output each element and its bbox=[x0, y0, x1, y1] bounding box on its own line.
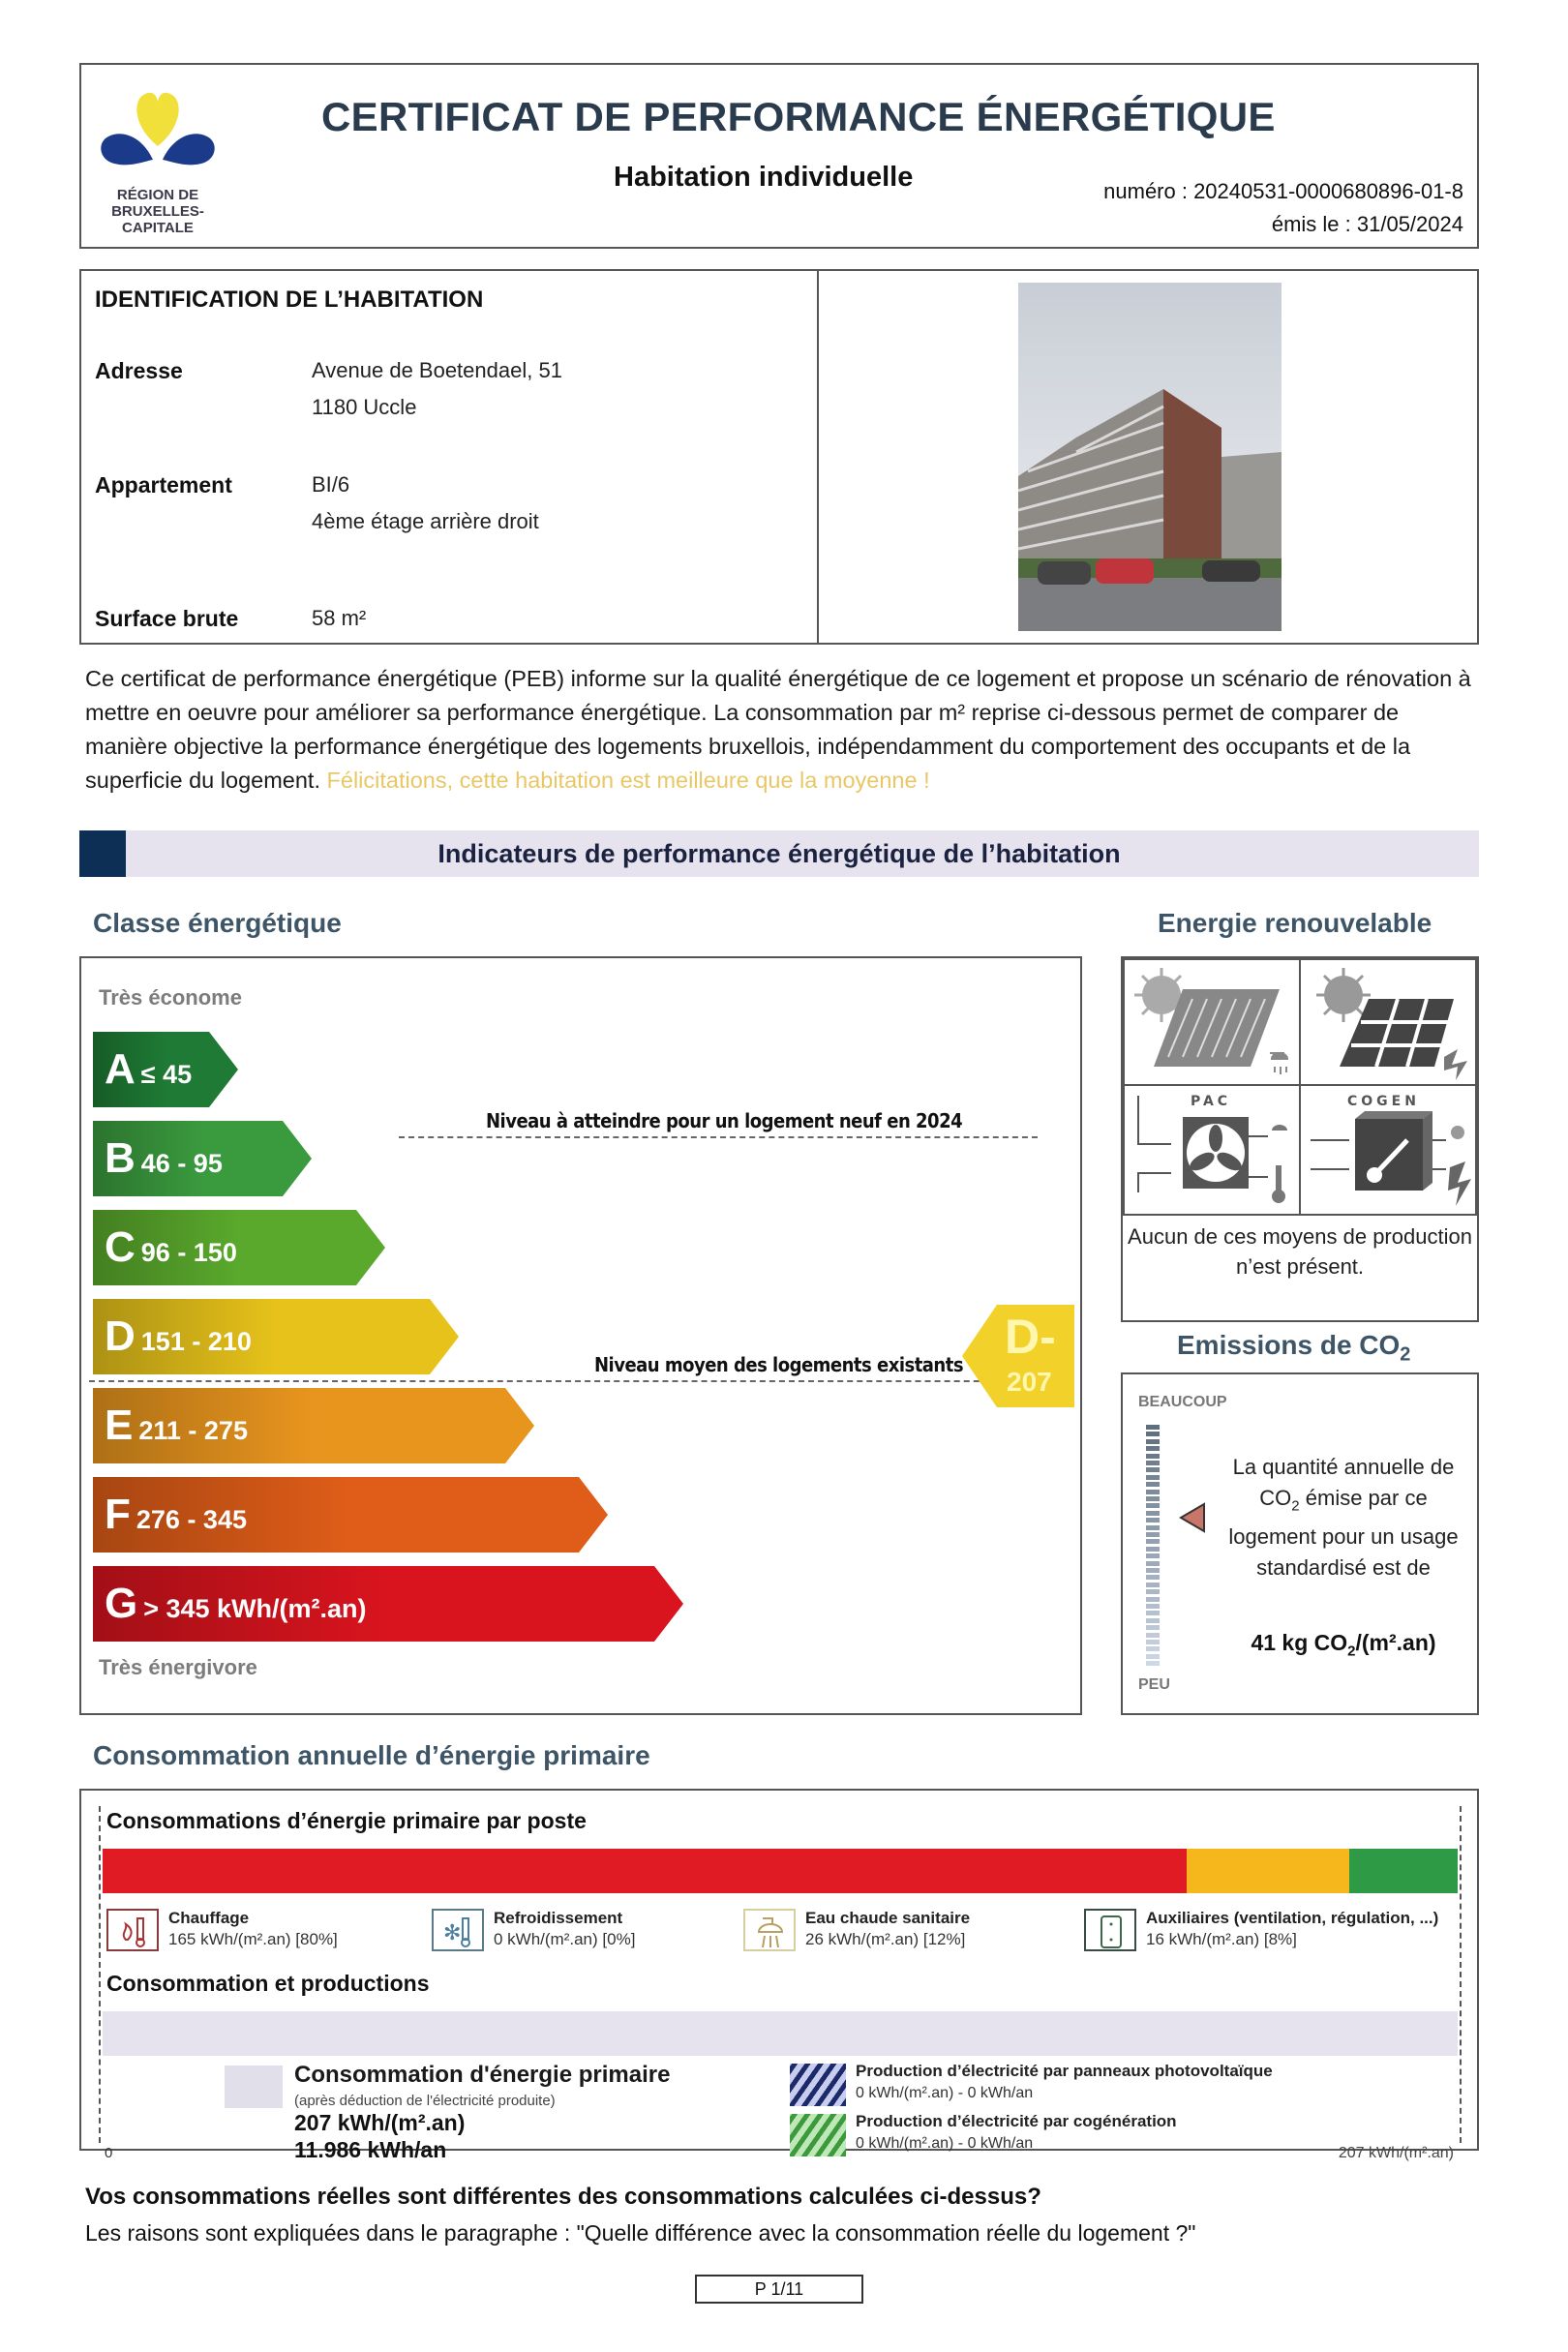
heat-pump-cell bbox=[1123, 1084, 1301, 1216]
cogeneration-icon bbox=[1301, 1086, 1475, 1214]
primary-consumption-per-m2: 207 kWh/(m².an) bbox=[294, 2110, 466, 2135]
co2-text-end: émise par ce logement pour un usage standardisé est de bbox=[1228, 1486, 1459, 1581]
average-level-line bbox=[89, 1380, 1038, 1382]
co2-scale-segment bbox=[1146, 1597, 1160, 1602]
co2-scale-segment bbox=[1146, 1490, 1160, 1494]
page-number: P 1/11 bbox=[695, 2275, 863, 2304]
energy-class-label bbox=[105, 1572, 367, 1641]
consumption-legend-value: 26 kWh/(m².an) [12%] bbox=[805, 1930, 966, 1948]
svg-text:PAC: PAC bbox=[1191, 1094, 1232, 1109]
identification-divider bbox=[817, 271, 819, 643]
co2-scale-segment bbox=[1146, 1561, 1160, 1566]
energy-class-f bbox=[93, 1477, 608, 1553]
co2-scale-segment bbox=[1146, 1640, 1160, 1644]
energy-class-a bbox=[93, 1032, 238, 1107]
co2-value-start: 41 kg CO bbox=[1251, 1630, 1348, 1655]
consumption-legend-name: Refroidissement bbox=[494, 1909, 623, 1927]
co2-text-subscript: 2 bbox=[1291, 1497, 1300, 1515]
co2-scale-segment bbox=[1146, 1439, 1160, 1444]
co2-emissions-box bbox=[1121, 1372, 1479, 1715]
co2-scale-segment bbox=[1146, 1646, 1160, 1651]
primary-energy-box bbox=[79, 1789, 1479, 2162]
new-building-level-line bbox=[399, 1136, 1038, 1138]
co2-description bbox=[1218, 1452, 1469, 1583]
axis-max-label: 207 kWh/(m².an) bbox=[1338, 2145, 1454, 2161]
co2-text-start: La quantité annuelle de CO bbox=[1232, 1455, 1455, 1510]
co2-value-subscript: 2 bbox=[1347, 1643, 1356, 1660]
co2-scale-segment bbox=[1146, 1583, 1160, 1587]
average-level-label: Niveau moyen des logements existants bbox=[594, 1353, 964, 1376]
primary-consumption-swatch bbox=[225, 2066, 283, 2108]
energy-class-range: 151 - 210 bbox=[140, 1327, 252, 1356]
logo-text-line: CAPITALE bbox=[122, 220, 194, 236]
co2-scale-segment bbox=[1146, 1432, 1160, 1436]
axis-zero-label: 0 bbox=[105, 2145, 113, 2161]
apartment-line-1: BI/6 bbox=[312, 472, 350, 497]
co2-scale-segment bbox=[1146, 1454, 1160, 1459]
co2-scale-segment bbox=[1146, 1496, 1160, 1501]
co2-scale-segment bbox=[1146, 1525, 1160, 1530]
primary-energy-title: Consommation annuelle d’énergie primaire bbox=[93, 1740, 650, 1770]
energy-class-scale bbox=[79, 956, 1082, 1715]
solar-thermal-cell bbox=[1123, 958, 1301, 1086]
svg-text:COGEN: COGEN bbox=[1347, 1094, 1420, 1109]
primary-consumption-label: Consommation d'énergie primaire bbox=[294, 2062, 671, 2088]
address-line-2: 1180 Uccle bbox=[312, 395, 417, 419]
real-consumption-question: Vos consommations réelles sont différentes des consommations calculées ci-dessus? bbox=[85, 2184, 1041, 2210]
co2-scale-segment bbox=[1146, 1503, 1160, 1508]
indicators-title: Indicateurs de performance énergétique de l’habitation bbox=[437, 839, 1121, 868]
co2-scale-segment bbox=[1146, 1654, 1160, 1659]
identification-title: IDENTIFICATION DE L’HABITATION bbox=[95, 286, 484, 313]
energy-class-label bbox=[105, 1483, 247, 1552]
current-class-value: 207 bbox=[1007, 1367, 1052, 1397]
energy-class-letter: B bbox=[105, 1134, 136, 1182]
co2-scale-segment bbox=[1146, 1475, 1160, 1480]
co2-scale-segment bbox=[1146, 1553, 1160, 1558]
scale-top-label: Très économe bbox=[99, 985, 242, 1010]
address-line-1: Avenue de Boetendael, 51 bbox=[312, 358, 562, 382]
co2-scale-bar bbox=[1146, 1425, 1160, 1669]
photovoltaic-icon bbox=[1301, 960, 1475, 1084]
consumption-legend-value: 0 kWh/(m².an) [0%] bbox=[494, 1930, 636, 1948]
co2-value bbox=[1218, 1630, 1469, 1660]
heat-pump-icon bbox=[1125, 1086, 1299, 1214]
svg-text:✻: ✻ bbox=[443, 1920, 462, 1945]
energy-class-letter: C bbox=[105, 1223, 136, 1271]
cogeneration-cell bbox=[1299, 1084, 1477, 1216]
apartment-line-2: 4ème étage arrière droit bbox=[312, 509, 539, 533]
consumption-segment-3 bbox=[1349, 1849, 1458, 1893]
energy-class-b bbox=[93, 1121, 312, 1196]
energy-class-range: 276 - 345 bbox=[136, 1505, 247, 1534]
co2-title bbox=[1177, 1330, 1410, 1367]
indicators-band bbox=[79, 830, 1479, 877]
photovoltaic-cell bbox=[1299, 958, 1477, 1086]
energy-class-c bbox=[93, 1210, 385, 1285]
energy-class-letter: A bbox=[105, 1045, 136, 1093]
consumption-by-use-title: Consommations d’énergie primaire par poste bbox=[106, 1808, 587, 1833]
apartment-value bbox=[312, 467, 539, 540]
energy-class-range: 46 - 95 bbox=[140, 1149, 223, 1178]
energy-class-letter: G bbox=[105, 1580, 138, 1627]
certificate-header bbox=[79, 63, 1479, 249]
document-subtitle: Habitation individuelle bbox=[614, 162, 914, 193]
energy-class-label bbox=[105, 1127, 223, 1195]
co2-scale-segment bbox=[1146, 1425, 1160, 1430]
production-value: 0 kWh/(m².an) - 0 kWh/an bbox=[856, 2085, 1034, 2101]
energy-class-range: 211 - 275 bbox=[138, 1416, 248, 1445]
real-consumption-explanation: Les raisons sont expliquées dans le paragraphe : "Quelle différence avec la consommation réelle du logement ?" bbox=[85, 2220, 1196, 2246]
co2-scale-segment bbox=[1146, 1568, 1160, 1573]
co2-title-subscript: 2 bbox=[1400, 1343, 1411, 1366]
co2-scale-segment bbox=[1146, 1618, 1160, 1623]
co2-scale-segment bbox=[1146, 1518, 1160, 1523]
new-building-level-label: Niveau à atteindre pour un logement neuf en 2024 bbox=[486, 1109, 963, 1132]
co2-scale-segment bbox=[1146, 1446, 1160, 1451]
co2-scale-segment bbox=[1146, 1547, 1160, 1552]
congratulations-text: Félicitations, cette habitation est meilleure que la moyenne ! bbox=[326, 768, 930, 793]
hot-water-icon bbox=[743, 1909, 796, 1951]
co2-scale-segment bbox=[1146, 1575, 1160, 1580]
co2-low-label: PEU bbox=[1138, 1676, 1170, 1693]
document-title: CERTIFICAT DE PERFORMANCE ÉNERGÉTIQUE bbox=[321, 94, 1276, 139]
intro-text: Ce certificat de performance énergétique (PEB) informe sur la qualité énergétique de ce logement et propose un scénario de rénovation à mettre en oeuvre pour améliorer sa performance énergétique. La consommation par m² reprise ci-dessous permet de comparer de manière objective la performance énergétique des logements bruxellois, indépendamment du comportement des occupants et de la superficie du logement. bbox=[85, 666, 1471, 793]
current-class-marker bbox=[962, 1305, 1074, 1407]
logo-text-line: BRUXELLES- bbox=[111, 203, 204, 220]
certificate-number: numéro : 20240531-0000680896-01-8 bbox=[1103, 179, 1463, 203]
address-value bbox=[312, 352, 562, 426]
photovoltaic-swatch bbox=[790, 2064, 846, 2106]
production-name: Production d’électricité par panneaux photovoltaïque bbox=[856, 2062, 1273, 2080]
current-class-letter: D- bbox=[1005, 1310, 1056, 1364]
co2-scale-segment bbox=[1146, 1611, 1160, 1615]
co2-scale-segment bbox=[1146, 1511, 1160, 1516]
production-value: 0 kWh/(m².an) - 0 kWh/an bbox=[856, 2135, 1034, 2152]
energy-class-title: Classe énergétique bbox=[93, 908, 342, 938]
co2-scale-segment bbox=[1146, 1633, 1160, 1638]
apartment-label: Appartement bbox=[95, 472, 232, 498]
consumption-production-title: Consommation et productions bbox=[106, 1971, 430, 1996]
co2-scale-segment bbox=[1146, 1625, 1160, 1630]
consumption-legend-name: Auxiliaires (ventilation, régulation, ...) bbox=[1146, 1909, 1439, 1927]
energy-class-letter: F bbox=[105, 1491, 131, 1538]
consumption-production-bar bbox=[103, 2011, 1458, 2056]
cogeneration-swatch bbox=[790, 2114, 846, 2156]
intro-paragraph bbox=[85, 662, 1479, 798]
auxiliary-icon bbox=[1084, 1909, 1136, 1951]
production-name: Production d’électricité par cogénération bbox=[856, 2112, 1177, 2130]
energy-class-e bbox=[93, 1388, 534, 1463]
co2-scale-segment bbox=[1146, 1661, 1160, 1666]
renewable-energy-box bbox=[1121, 956, 1479, 1322]
co2-scale-segment bbox=[1146, 1467, 1160, 1472]
cooling-icon bbox=[432, 1909, 484, 1951]
consumption-segment-0 bbox=[103, 1849, 1187, 1893]
consumption-segment-2 bbox=[1187, 1849, 1349, 1893]
renewable-status-text: Aucun de ces moyens de production n’est présent. bbox=[1128, 1224, 1472, 1279]
co2-value-unit: /(m².an) bbox=[1355, 1630, 1436, 1655]
co2-scale-segment bbox=[1146, 1539, 1160, 1544]
iris-logo-icon bbox=[95, 80, 221, 187]
energy-class-letter: E bbox=[105, 1402, 134, 1449]
energy-class-range: ≤ 45 bbox=[140, 1060, 193, 1089]
consumption-legend-value: 16 kWh/(m².an) [8%] bbox=[1146, 1930, 1297, 1948]
logo-text-line: RÉGION DE bbox=[116, 187, 199, 203]
address-label: Adresse bbox=[95, 358, 183, 383]
issue-date: émis le : 31/05/2024 bbox=[1271, 212, 1463, 236]
identification-section bbox=[79, 269, 1479, 645]
co2-scale-segment bbox=[1146, 1482, 1160, 1487]
co2-title-text: Emissions de CO bbox=[1177, 1330, 1401, 1360]
primary-consumption-per-year: 11.986 kWh/an bbox=[294, 2137, 447, 2162]
surface-value: 58 m² bbox=[312, 606, 367, 630]
primary-consumption-note: (après déduction de l'électricité produite) bbox=[294, 2093, 556, 2109]
building-photo bbox=[1018, 283, 1282, 631]
energy-class-range: 96 - 150 bbox=[140, 1238, 237, 1267]
energy-class-g bbox=[93, 1566, 683, 1642]
renewable-energy-title: Energie renouvelable bbox=[1158, 908, 1432, 938]
surface-label: Surface brute bbox=[95, 606, 239, 631]
solar-thermal-icon bbox=[1125, 960, 1299, 1084]
co2-scale-segment bbox=[1146, 1461, 1160, 1465]
co2-high-label: BEAUCOUP bbox=[1138, 1394, 1227, 1410]
co2-level-pointer-icon bbox=[1179, 1502, 1206, 1538]
co2-scale-segment bbox=[1146, 1532, 1160, 1537]
energy-class-label bbox=[105, 1394, 248, 1462]
energy-class-label bbox=[105, 1305, 252, 1373]
consumption-legend-name: Eau chaude sanitaire bbox=[805, 1909, 971, 1927]
energy-class-d bbox=[93, 1299, 459, 1374]
energy-class-label bbox=[105, 1216, 237, 1284]
consumption-legend-name: Chauffage bbox=[168, 1909, 250, 1927]
co2-scale-segment bbox=[1146, 1589, 1160, 1594]
heating-icon bbox=[106, 1909, 159, 1951]
energy-class-range: > 345 kWh/(m².an) bbox=[143, 1594, 367, 1623]
co2-scale-segment bbox=[1146, 1604, 1160, 1609]
energy-class-letter: D bbox=[105, 1312, 136, 1360]
consumption-stacked-bar bbox=[103, 1849, 1458, 1893]
energy-class-label bbox=[105, 1038, 192, 1106]
consumption-legend-value: 165 kWh/(m².an) [80%] bbox=[168, 1930, 338, 1948]
brussels-region-logo bbox=[95, 80, 221, 235]
scale-bottom-label: Très énergivore bbox=[99, 1655, 257, 1679]
